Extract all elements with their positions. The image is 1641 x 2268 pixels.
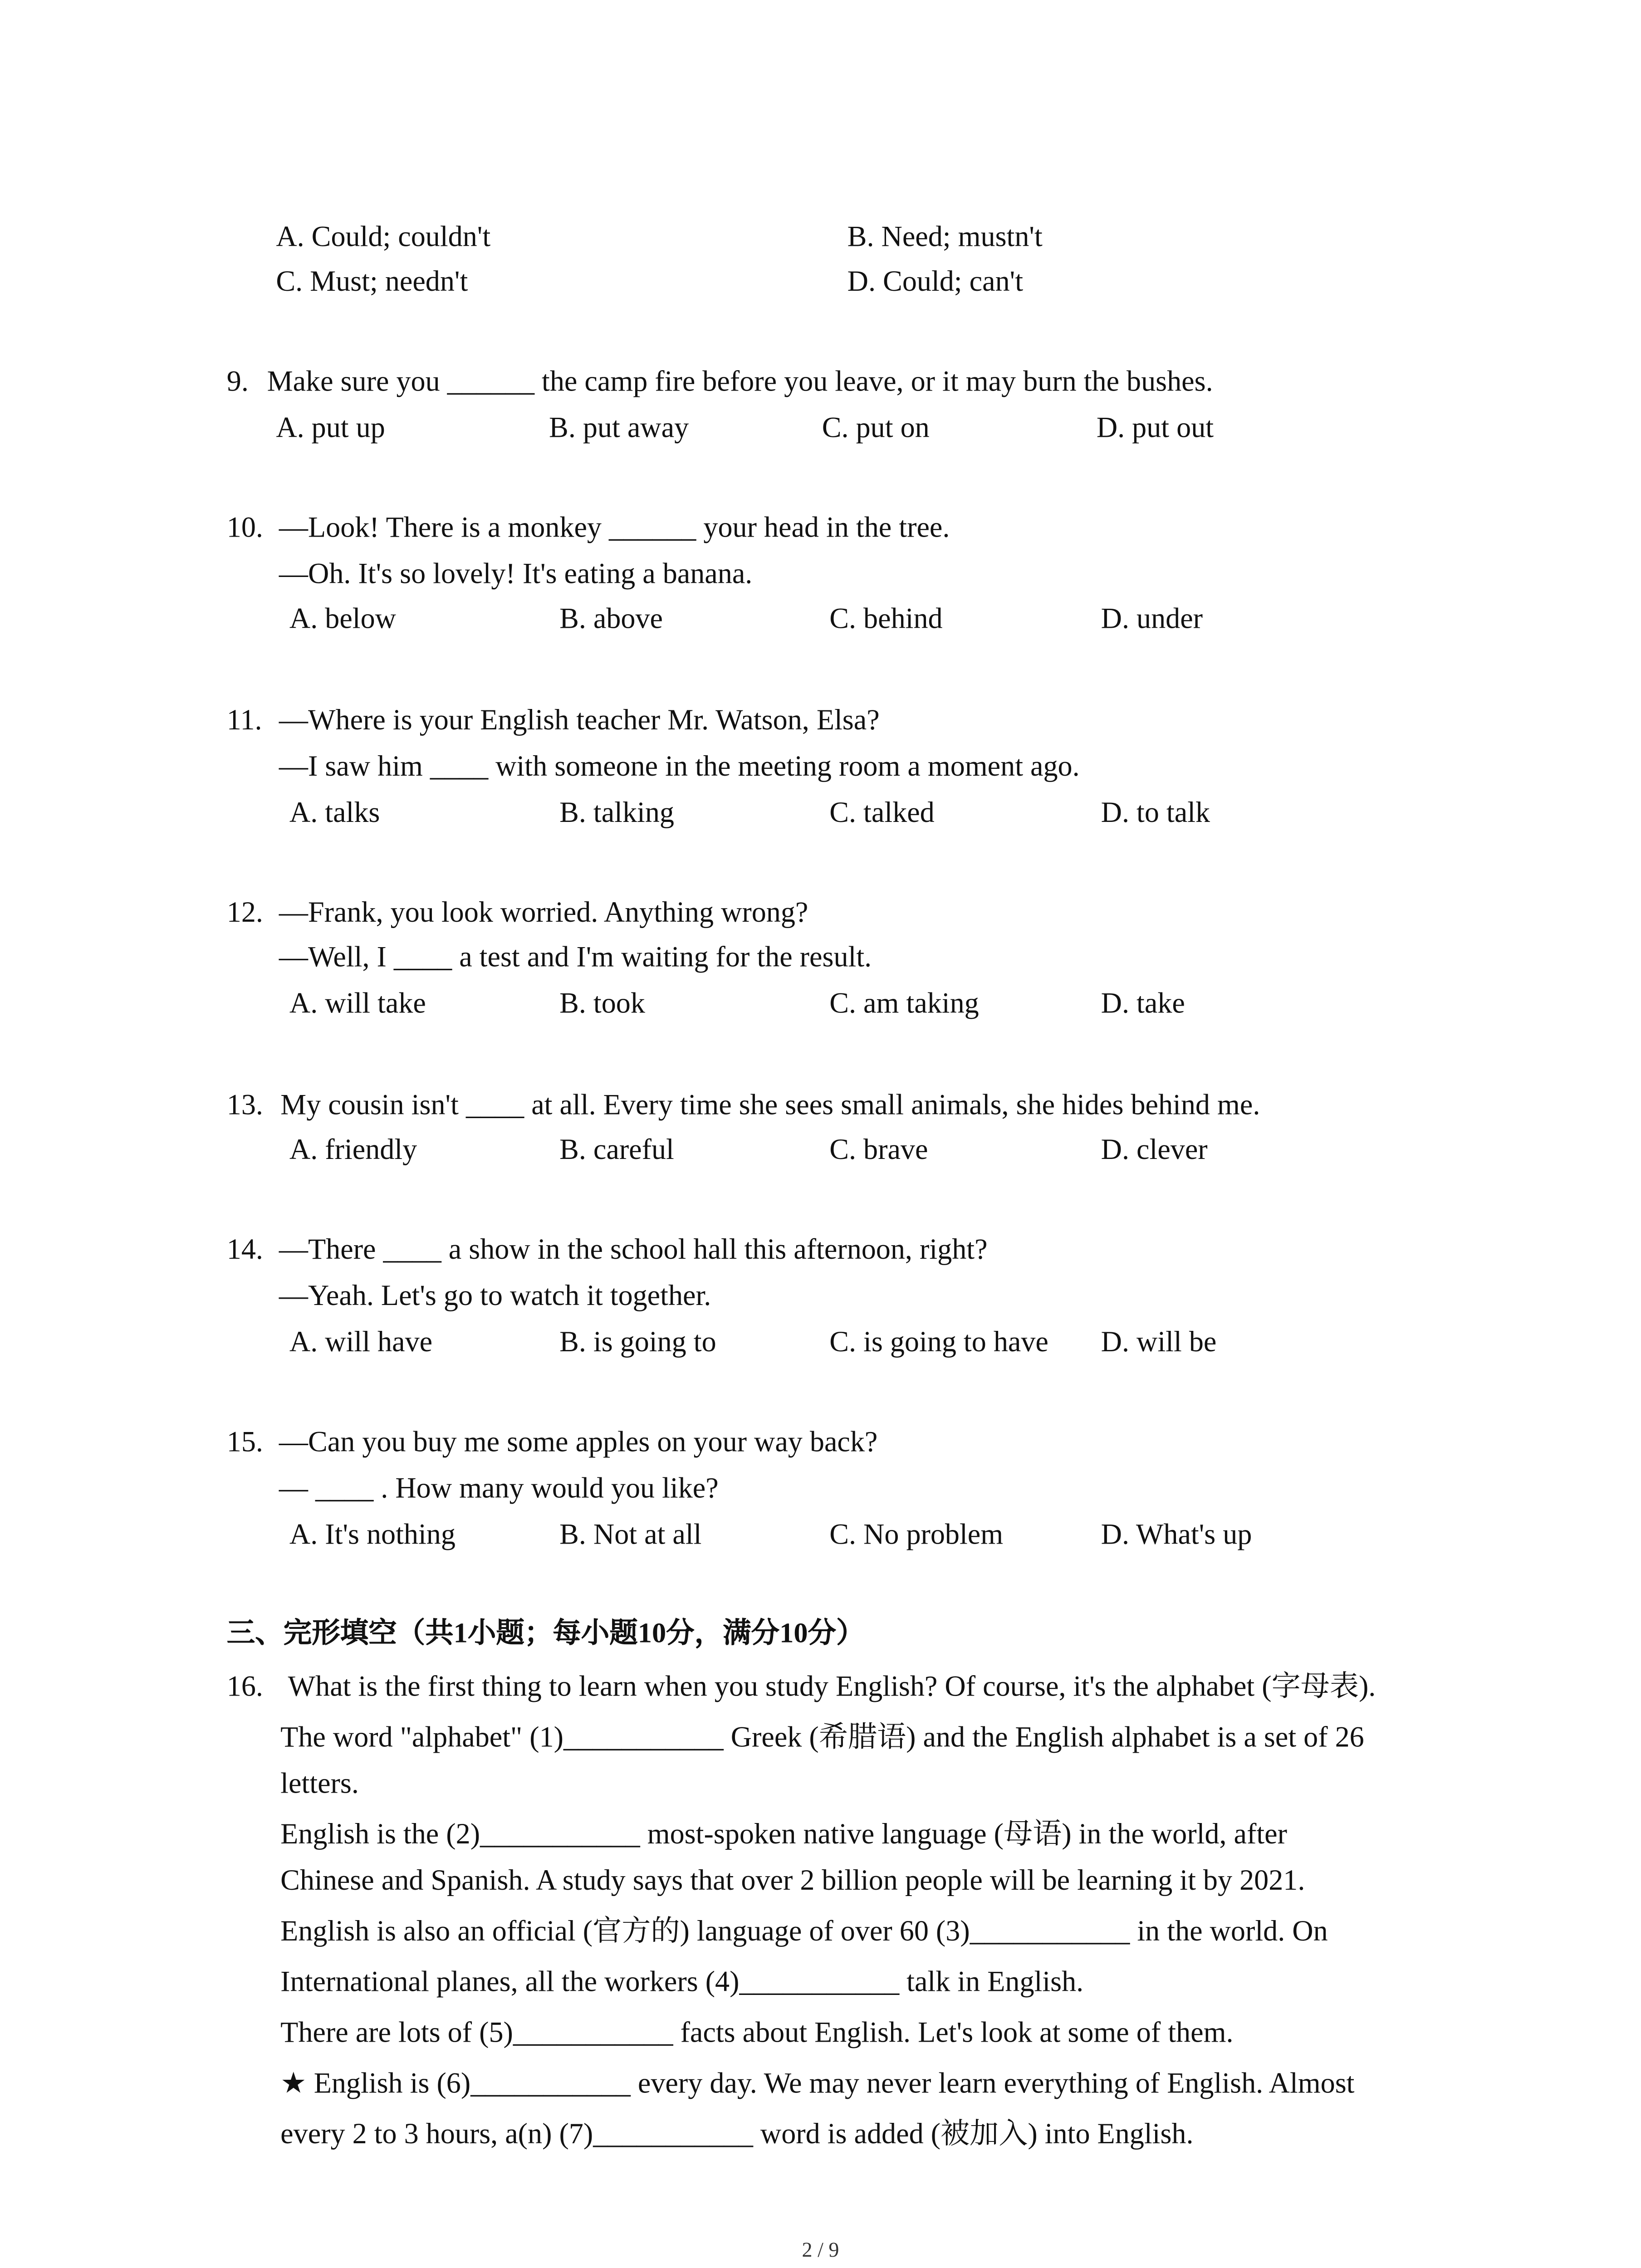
question-13-option-c: C. brave <box>829 1135 928 1167</box>
question-10-option-b: B. above <box>559 604 663 635</box>
question-16-line-5: Chinese and Spanish. A study says that over 2 billion people will be learning it by 2021. <box>280 1866 1305 1897</box>
question-13-option-d: D. clever <box>1101 1135 1208 1167</box>
question-11-option-d: D. to talk <box>1101 798 1210 830</box>
question-15-option-b: B. Not at all <box>559 1520 702 1551</box>
question-16-line-7: International planes, all the workers (4)___________ talk in English. <box>280 1967 1084 1999</box>
question-9-option-b: B. put away <box>549 413 689 445</box>
question-9-stem: Make sure you ______ the camp fire before you leave, or it may burn the bushes. <box>267 367 1213 398</box>
question-16-line-6: English is also an official (官方的) language of over 60 (3)___________ in the world. On <box>280 1916 1328 1948</box>
question-16-line-1: What is the first thing to learn when you study English? Of course, it's the alphabet (字母表). <box>288 1672 1376 1704</box>
question-16-line-4: English is the (2)___________ most-spoken native language (母语) in the world, after <box>280 1819 1287 1851</box>
question-12-option-d: D. take <box>1101 989 1185 1021</box>
question-9-option-c: C. put on <box>822 413 930 445</box>
question-16-line-10: every 2 to 3 hours, a(n) (7)___________ word is added (被加入) into English. <box>280 2119 1194 2151</box>
question-13-number: 13. <box>226 1090 263 1122</box>
question-15-line-1: —Can you buy me some apples on your way back? <box>279 1427 878 1459</box>
question-12-number: 12. <box>226 898 263 929</box>
question-10-number: 10. <box>226 513 263 545</box>
question-16-line-2: The word "alphabet" (1)___________ Greek (希腊语) and the English alphabet is a set of 26 <box>280 1722 1364 1754</box>
question-8-option-a: A. Could; couldn't <box>276 222 491 254</box>
question-12-option-a: A. will take <box>289 989 426 1021</box>
question-15-number: 15. <box>226 1427 263 1459</box>
question-10-line-2: —Oh. It's so lovely! It's eating a banana. <box>279 559 753 591</box>
question-9-option-a: A. put up <box>276 413 385 445</box>
question-11-number: 11. <box>226 705 262 737</box>
question-10-option-a: A. below <box>289 604 397 635</box>
question-11-option-a: A. talks <box>289 798 380 830</box>
question-15-option-a: A. It's nothing <box>289 1520 456 1551</box>
question-10-line-1: —Look! There is a monkey ______ your head in the tree. <box>279 513 950 545</box>
question-10-option-c: C. behind <box>829 604 943 635</box>
section-3-header: 三、完形填空（共1小题；每小题10分，满分10分） <box>226 1618 865 1650</box>
question-15-line-2: — ____ . How many would you like? <box>279 1473 719 1505</box>
question-8-option-d: D. Could; can't <box>847 267 1024 298</box>
question-16-line-9: ★ English is (6)___________ every day. We may never learn everything of English. Almost <box>280 2068 1355 2100</box>
question-8-option-c: C. Must; needn't <box>276 267 468 298</box>
page-number: 2 / 9 <box>802 2240 839 2263</box>
question-15-option-c: C. No problem <box>829 1520 1004 1551</box>
question-11-option-b: B. talking <box>559 798 675 830</box>
question-12-option-c: C. am taking <box>829 989 979 1021</box>
question-14-option-b: B. is going to <box>559 1327 716 1359</box>
question-13-option-b: B. careful <box>559 1135 674 1167</box>
question-13-option-a: A. friendly <box>289 1135 417 1167</box>
question-14-number: 14. <box>226 1235 263 1266</box>
question-13-stem: My cousin isn't ____ at all. Every time she sees small animals, she hides behind me. <box>280 1090 1260 1122</box>
question-11-line-1: —Where is your English teacher Mr. Watson, Elsa? <box>279 705 880 737</box>
question-14-line-1: —There ____ a show in the school hall this afternoon, right? <box>279 1235 988 1266</box>
question-16-number: 16. <box>226 1672 263 1704</box>
question-11-option-c: C. talked <box>829 798 935 830</box>
question-14-option-d: D. will be <box>1101 1327 1217 1359</box>
question-8-option-b: B. Need; mustn't <box>847 222 1043 254</box>
question-12-line-2: —Well, I ____ a test and I'm waiting for the result. <box>279 943 872 974</box>
question-9-option-d: D. put out <box>1096 413 1214 445</box>
question-12-option-b: B. took <box>559 989 645 1021</box>
question-10-option-d: D. under <box>1101 604 1203 635</box>
question-11-line-2: —I saw him ____ with someone in the meeting room a moment ago. <box>279 752 1080 783</box>
question-16-line-8: There are lots of (5)___________ facts about English. Let's look at some of them. <box>280 2018 1234 2049</box>
question-12-line-1: —Frank, you look worried. Anything wrong? <box>279 898 808 929</box>
question-9-number: 9. <box>226 367 249 398</box>
question-14-option-c: C. is going to have <box>829 1327 1048 1359</box>
question-15-option-d: D. What's up <box>1101 1520 1252 1551</box>
question-14-line-2: —Yeah. Let's go to watch it together. <box>279 1281 711 1313</box>
question-16-line-3: letters. <box>280 1769 359 1800</box>
question-14-option-a: A. will have <box>289 1327 433 1359</box>
